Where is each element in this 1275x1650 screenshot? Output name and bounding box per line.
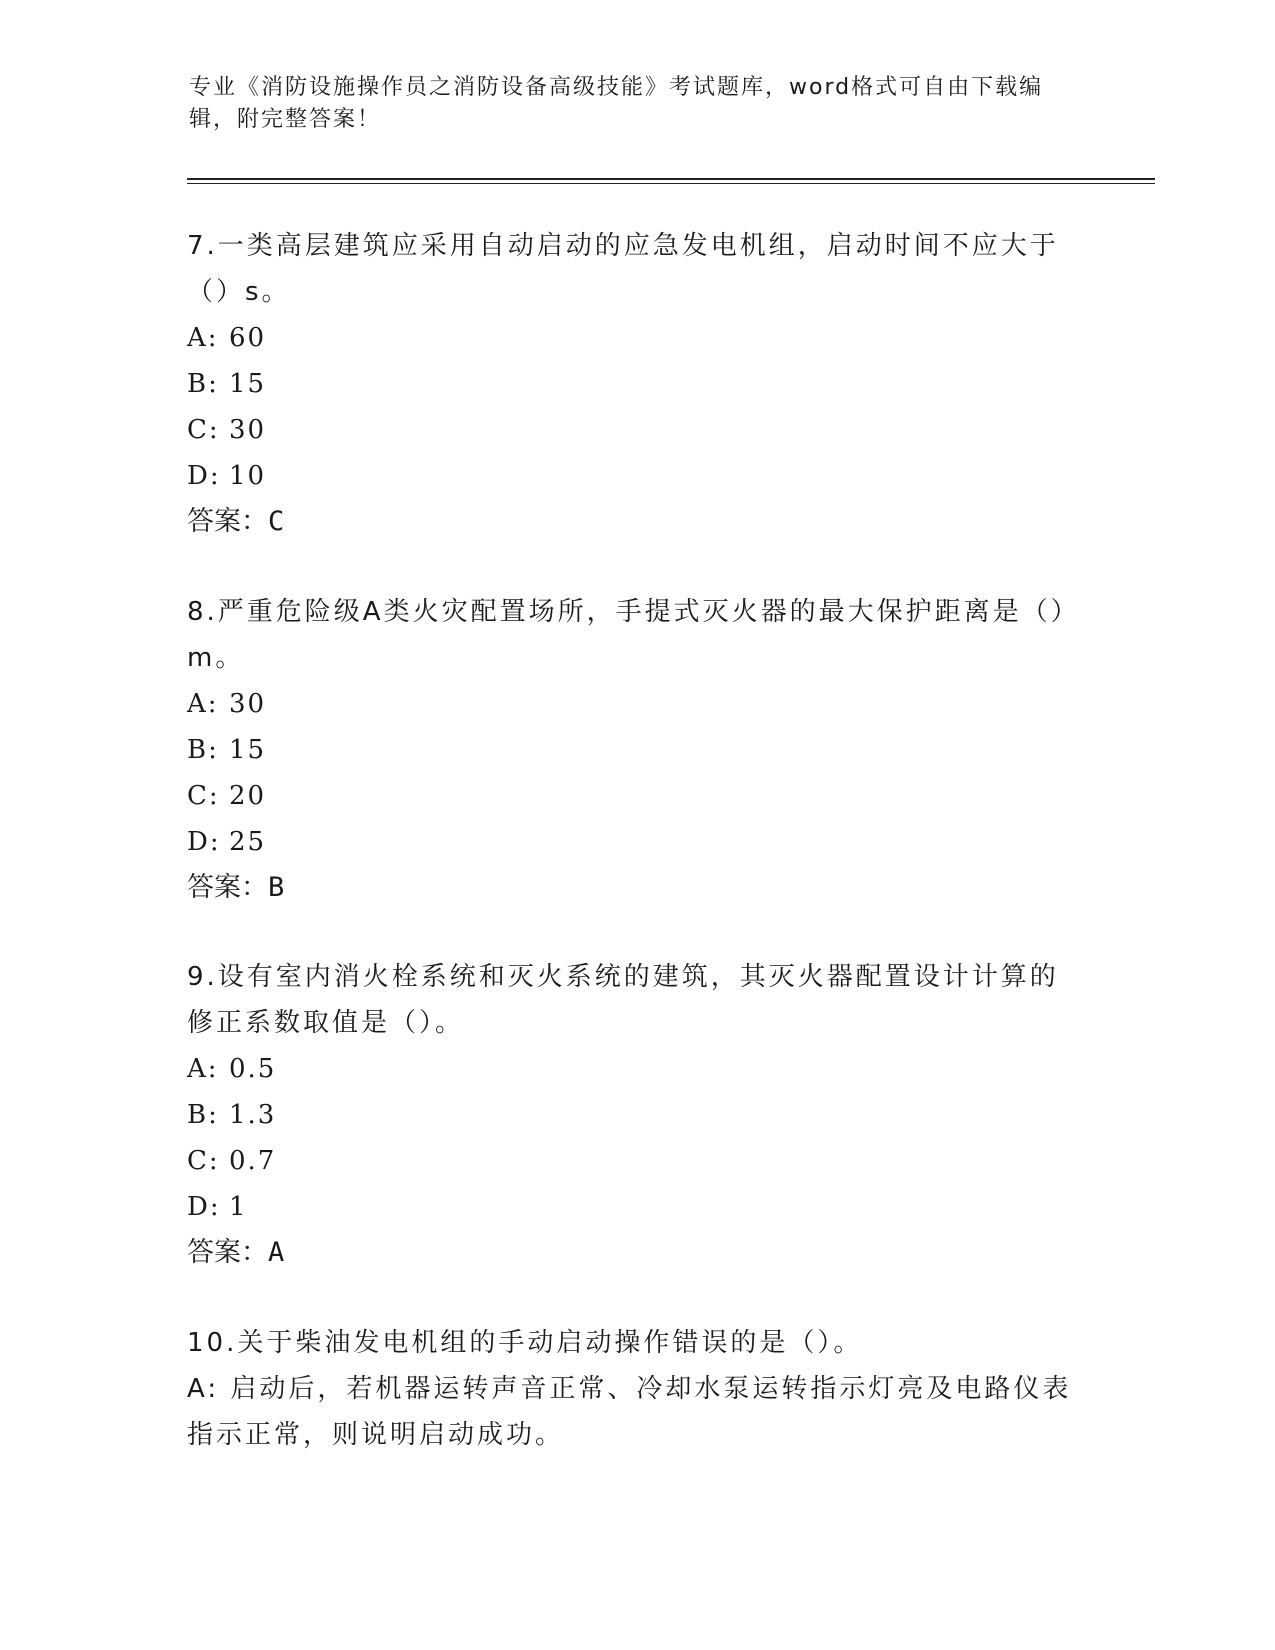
option-a <box>187 315 1077 361</box>
option-label: D: <box>187 827 221 857</box>
question-10 <box>187 1320 1077 1458</box>
answer-value: A <box>268 1237 285 1268</box>
answer-line <box>187 499 1077 545</box>
option-b <box>187 361 1077 407</box>
answer-line <box>187 865 1077 911</box>
option-label: D: <box>187 461 221 491</box>
option-text: 15 <box>229 369 267 399</box>
option-text: 15 <box>229 735 267 765</box>
option-label: C: <box>187 781 220 811</box>
option-label: A: <box>187 689 219 719</box>
option-label: C: <box>187 1146 220 1176</box>
answer-label: 答案： <box>187 872 268 903</box>
option-d <box>187 453 1077 499</box>
option-b <box>187 727 1077 773</box>
option-label: A: <box>187 1054 219 1084</box>
divider-line-thin <box>187 183 1155 184</box>
option-text: 10 <box>229 461 267 491</box>
option-a <box>187 681 1077 727</box>
option-text: 30 <box>229 415 267 445</box>
question-7 <box>187 223 1077 545</box>
option-text: 25 <box>229 827 267 857</box>
option-label: B: <box>187 1100 219 1130</box>
option-c <box>187 773 1077 819</box>
question-stem: 10.关于柴油发电机组的手动启动操作错误的是（）。 <box>187 1328 863 1358</box>
option-a <box>187 1046 1077 1092</box>
answer-label: 答案： <box>187 1237 268 1268</box>
option-d <box>187 819 1077 865</box>
option-text: 1 <box>229 1192 248 1222</box>
question-stem: 7.一类高层建筑应采用自动启动的应急发电机组，启动时间不应大于（）s。 <box>187 231 1059 307</box>
question-9 <box>187 954 1077 1276</box>
option-text: 60 <box>229 323 267 353</box>
option-label: B: <box>187 735 219 765</box>
answer-label: 答案： <box>187 506 268 537</box>
option-text: 0.5 <box>229 1054 277 1084</box>
option-text: 20 <box>229 781 267 811</box>
option-text: 30 <box>229 689 267 719</box>
question-stem: 9.设有室内消火栓系统和灭火系统的建筑，其灭火器配置设计计算的修正系数取值是（）。 <box>187 962 1059 1038</box>
answer-value: C <box>268 506 285 537</box>
option-b <box>187 1092 1077 1138</box>
option-label: C: <box>187 415 220 445</box>
option-c <box>187 1138 1077 1184</box>
option-label: A: <box>187 323 219 353</box>
option-label: B: <box>187 369 219 399</box>
header-title: 专业《消防设施操作员之消防设备高级技能》考试题库，word格式可自由下载编辑，附完整答案！ <box>189 75 1044 132</box>
divider-line-thick <box>187 178 1155 180</box>
option-text: 1.3 <box>229 1100 277 1130</box>
question-8 <box>187 589 1077 911</box>
answer-line <box>187 1230 1077 1276</box>
option-d <box>187 1184 1077 1230</box>
option-text: 0.7 <box>229 1146 277 1176</box>
option-a <box>187 1366 1077 1458</box>
option-label: A: <box>187 1374 220 1404</box>
option-label: D: <box>187 1192 221 1222</box>
option-c <box>187 407 1077 453</box>
question-stem: 8.严重危险级A类火灾配置场所，手提式灭火器的最大保护距离是（）m。 <box>187 597 1067 673</box>
header-divider <box>187 178 1155 184</box>
option-text: 启动后，若机器运转声音正常、冷却水泵运转指示灯亮及电路仪表指示正常，则说明启动成功。 <box>187 1374 1072 1450</box>
answer-value: B <box>268 872 285 903</box>
